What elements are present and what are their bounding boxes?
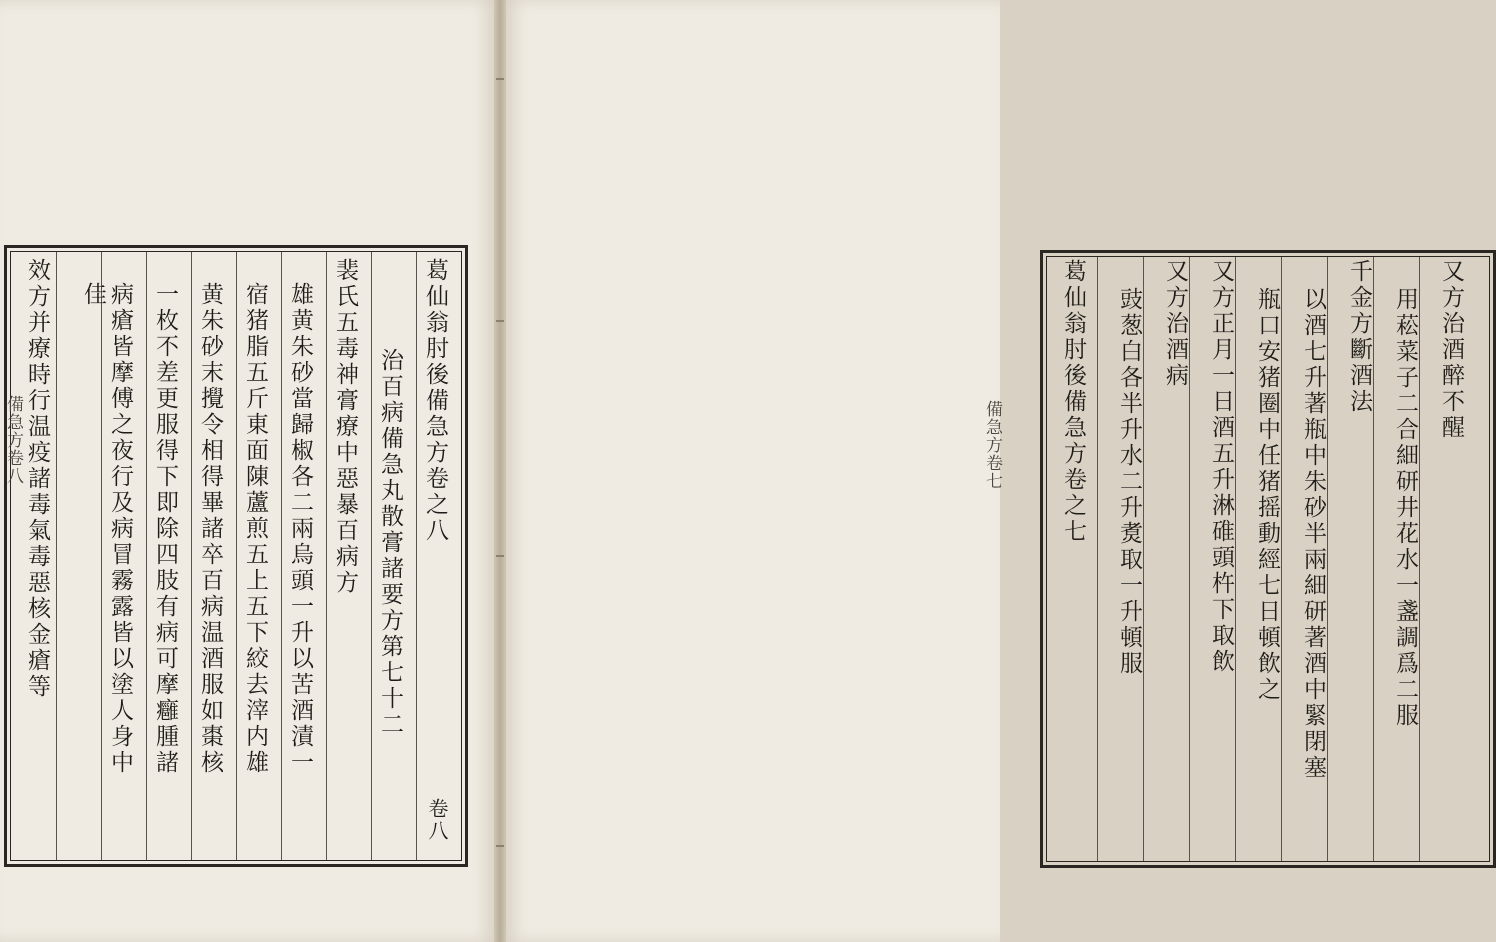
left-col-5: 宿猪脂五斤東面陳蘆煎五上五下絞去滓内雄 [242, 282, 268, 776]
binding-stitch [496, 78, 504, 80]
right-inner-frame [1046, 256, 1490, 862]
right-col-9-title: 葛仙翁肘後備急方卷之七 [1060, 259, 1086, 545]
right-col-5: 瓶口安猪圈中任猪摇動經七日頓飲之 [1254, 287, 1280, 703]
left-edge-text: 備急方卷八 [3, 395, 23, 485]
binding-stitch [496, 555, 504, 557]
binding-stitch [496, 845, 504, 847]
right-col-1: 又方治酒醉不醒 [1438, 259, 1464, 441]
binding-stitch [496, 320, 504, 322]
right-col-8: 豉葱白各半升水二升煑取一升頓服 [1116, 287, 1142, 677]
left-col-10: 效方并療時行温疫諸毒氣毒惡核金瘡等 [24, 258, 50, 700]
left-col-1-title: 葛仙翁肘後備急方卷之八 [422, 258, 448, 544]
left-col-6: 黄朱砂末攪令相得畢諸卒百病温酒服如棗核 [197, 282, 223, 776]
book-gutter [494, 0, 506, 942]
right-col-4: 以酒七升著瓶中朱砂半兩細研著酒中緊閉塞 [1300, 287, 1326, 781]
right-col-7: 又方治酒病 [1162, 259, 1188, 389]
left-page [0, 0, 496, 942]
right-col-3: 千金方斷酒法 [1346, 259, 1372, 415]
right-page [504, 0, 1464, 942]
right-edge-text: 備急方卷七 [982, 400, 1002, 490]
right-print-frame [1040, 250, 1496, 868]
right-col-6: 又方正月一日酒五升淋碓頭杵下取飲 [1208, 259, 1234, 675]
left-print-frame [4, 245, 468, 867]
right-col-2: 用菘菜子二合細研井花水一盞調爲二服 [1392, 287, 1418, 729]
left-col-8: 病瘡皆摩傅之夜行及病冒霧露皆以塗人身中 [107, 282, 133, 776]
left-col-9: 佳 [80, 282, 106, 308]
left-page-mark: 卷八 [425, 798, 449, 842]
left-col-2: 治百病備急丸散膏諸要方第七十二 [377, 348, 403, 738]
left-col-4: 雄黄朱砂當歸椒各二兩烏頭一升以苦酒漬一 [287, 282, 313, 776]
left-inner-frame [10, 251, 462, 861]
left-col-3: 裴氏五毒神膏療中惡暴百病方 [332, 258, 358, 596]
left-col-7: 一枚不差更服得下即除四肢有病可摩癰腫諸 [152, 282, 178, 776]
